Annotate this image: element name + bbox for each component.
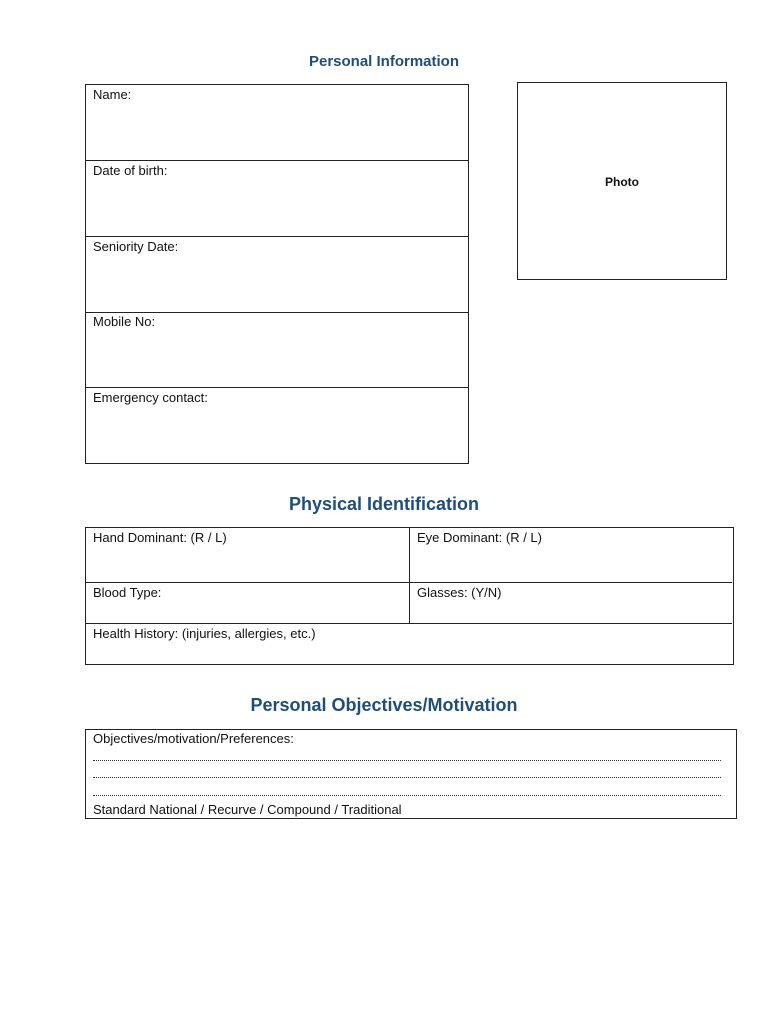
mobile-no-row[interactable] [86, 312, 468, 388]
seniority-date-row[interactable] [86, 237, 468, 313]
photo-label: Photo [605, 175, 639, 189]
emergency-contact-row[interactable] [86, 388, 468, 464]
name-row[interactable] [86, 85, 468, 161]
name-label: Name: [93, 87, 132, 102]
seniority-date-label: Seniority Date: [93, 239, 179, 254]
eye-dominant-cell[interactable] [410, 528, 732, 583]
date-of-birth-label: Date of birth: [93, 163, 168, 178]
hand-dominant-cell[interactable] [86, 528, 410, 583]
glasses-cell[interactable] [410, 583, 732, 624]
glasses-label: Glasses: (Y/N) [417, 585, 502, 600]
blood-type-label: Blood Type: [93, 585, 162, 600]
hand-dominant-label: Hand Dominant: (R / L) [93, 530, 227, 545]
dotted-line-1[interactable] [93, 760, 721, 761]
health-history-label: Health History: (injuries, allergies, etc.) [93, 626, 316, 641]
mobile-no-label: Mobile No: [93, 314, 156, 329]
objectives-label: Objectives/motivation/Preferences: [93, 731, 294, 746]
dotted-line-3[interactable] [93, 795, 721, 796]
photo-box[interactable] [517, 82, 727, 280]
personal-information-table [85, 84, 469, 464]
physical-identification-heading: Physical Identification [288, 494, 480, 514]
categories-text: Standard National / Recurve / Compound / Traditional [93, 802, 402, 817]
blood-type-cell[interactable] [86, 583, 410, 624]
date-of-birth-row[interactable] [86, 161, 468, 237]
dotted-line-2[interactable] [93, 777, 721, 778]
objectives-box[interactable] [85, 729, 737, 819]
eye-dominant-label: Eye Dominant: (R / L) [417, 530, 542, 545]
personal-objectives-heading: Personal Objectives/Motivation [250, 695, 518, 715]
health-history-cell[interactable] [86, 624, 732, 664]
physical-identification-table [85, 527, 734, 665]
emergency-contact-label: Emergency contact: [93, 390, 208, 405]
personal-information-heading: Personal Information [308, 53, 460, 70]
